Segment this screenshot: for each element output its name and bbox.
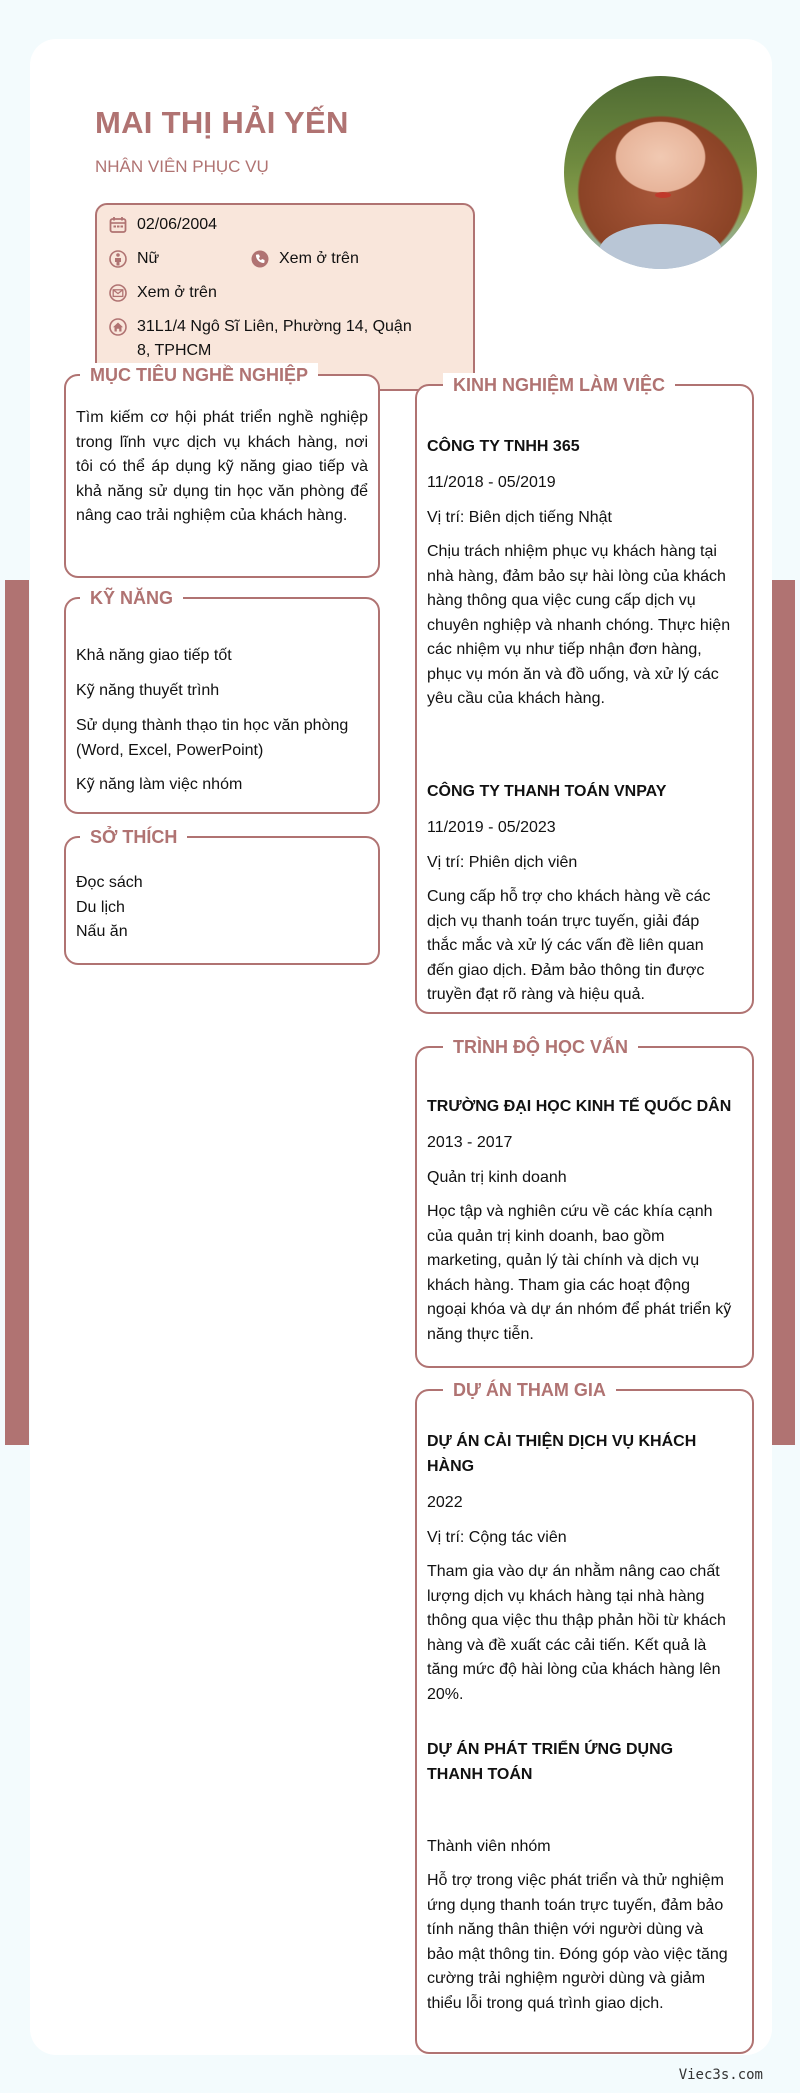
experience-section (415, 375, 754, 1014)
project-name: DỰ ÁN CẢI THIỆN DỊCH VỤ KHÁCH HÀNG (427, 1433, 697, 1475)
email: Xem ở trên (137, 284, 217, 301)
objective-text: Tìm kiếm cơ hội phát triển nghề nghiệp trong lĩnh vực dịch vụ khách hàng, nơi tôi có thể áp dụng kỹ năng giao tiếp và khả năng sử dụng tin học văn phòng để nâng cao trải nghiệm của khách hàng. (76, 409, 368, 524)
gender-row (109, 250, 159, 268)
address-row (109, 318, 429, 363)
skill-item: Khả năng giao tiếp tốt (76, 647, 232, 664)
education-description: Học tập và nghiên cứu về các khía cạnh của quản trị kinh doanh, bao gồm marketing, quản lý tài chính và dịch vụ khách hàng. Tham gia các hoạt động ngoại khóa và dự án nhóm để phát triển kỹ năng thực tiễn. (427, 1203, 732, 1343)
projects-section (415, 1380, 754, 2054)
gender-icon (109, 250, 127, 268)
phone: Xem ở trên (279, 250, 359, 267)
company-name: CÔNG TY TNHH 365 (427, 438, 580, 455)
experience-title: KINH NGHIỆM LÀM VIỆC (443, 373, 675, 397)
job-title: NHÂN VIÊN PHỤC VỤ (95, 157, 269, 176)
skill-item: Sử dụng thành thạo tin học văn phòng (Word, Excel, PowerPoint) (76, 717, 349, 759)
project-role: Thành viên nhóm (427, 1838, 551, 1855)
major: Quản trị kinh doanh (427, 1169, 567, 1186)
hobbies-section (64, 827, 380, 965)
objective-section (64, 365, 380, 578)
phone-row (251, 250, 359, 268)
project-description: Tham gia vào dự án nhằm nâng cao chất lượng dịch vụ khách hàng tại nhà hàng thông qua việc thu thập phản hồi từ khách hàng và đề xuất các cải tiến. Kết quả là tăng mức độ hài lòng của khách hàng lên 20%. (427, 1563, 726, 1703)
watermark: Viec3s.com (678, 2067, 763, 2083)
left-decor-band (5, 580, 29, 1445)
skills-section (64, 588, 380, 814)
company-name: CÔNG TY THANH TOÁN VNPAY (427, 783, 667, 800)
work-description: Chịu trách nhiệm phục vụ khách hàng tại nhà hàng, đảm bảo sự hài lòng của khách hàng thông qua việc cung cấp dịch vụ chuyên nghiệp và nhanh chóng. Thực hiện các nhiệm vụ như tiếp nhận đơn hàng, phục vụ món ăn và đồ uống, và xử lý các yêu cầu của khách hàng. (427, 543, 731, 707)
skill-item: Kỹ năng làm việc nhóm (76, 776, 243, 793)
skills-title: KỸ NĂNG (80, 586, 183, 610)
project-description: Hỗ trợ trong việc phát triển và thử nghiệm ứng dụng thanh toán trực tuyến, đảm bảo tính năng thân thiện với người dùng và bảo mật thông tin. Đóng góp vào việc tăng cường trải nghiệm người dùng và giảm thiểu lỗi trong quá trình giao dịch. (427, 1872, 728, 2012)
work-position: Vị trí: Phiên dịch viên (427, 854, 578, 871)
education-title: TRÌNH ĐỘ HỌC VẤN (443, 1035, 638, 1059)
school-name: TRƯỜNG ĐẠI HỌC KINH TẾ QUỐC DÂN (427, 1098, 732, 1115)
avatar (564, 76, 757, 269)
address: 31L1/4 Ngô Sĩ Liên, Phường 14, Quận 8, TPHCM (137, 318, 412, 359)
birthdate-row (109, 216, 217, 234)
skill-item: Kỹ năng thuyết trình (76, 682, 220, 699)
hobbies-title: SỞ THÍCH (80, 825, 187, 849)
objective-title: MỤC TIÊU NGHỀ NGHIỆP (80, 363, 318, 387)
phone-icon (251, 250, 269, 268)
education-section (415, 1037, 754, 1368)
hobby-item: Du lịch (76, 899, 125, 916)
home-icon (109, 318, 127, 336)
right-decor-band (771, 580, 795, 1445)
work-period: 11/2018 - 05/2019 (427, 474, 556, 491)
candidate-name: MAI THỊ HẢI YẾN (95, 105, 349, 140)
email-icon (109, 284, 127, 302)
project-role: Vị trí: Cộng tác viên (427, 1529, 567, 1546)
gender: Nữ (137, 250, 160, 267)
email-row (109, 284, 217, 302)
work-period: 11/2019 - 05/2023 (427, 819, 556, 836)
projects-title: DỰ ÁN THAM GIA (443, 1378, 616, 1402)
birthdate: 02/06/2004 (137, 216, 218, 233)
work-position: Vị trí: Biên dịch tiếng Nhật (427, 509, 612, 526)
hobby-item: Đọc sách (76, 874, 143, 891)
work-description: Cung cấp hỗ trợ cho khách hàng về các dịch vụ thanh toán trực tuyến, giải đáp thắc mắc và xử lý các vấn đề liên quan đến giao dịch. Đảm bảo thông tin được truyền đạt rõ ràng và hiệu quả. (427, 888, 711, 1003)
study-period: 2013 - 2017 (427, 1134, 513, 1151)
project-year: 2022 (427, 1494, 463, 1511)
project-name: DỰ ÁN PHÁT TRIỂN ỨNG DỤNG THANH TOÁN (427, 1741, 674, 1783)
hobby-item: Nấu ăn (76, 923, 128, 940)
cv-page (30, 39, 772, 2055)
calendar-icon (109, 216, 127, 234)
